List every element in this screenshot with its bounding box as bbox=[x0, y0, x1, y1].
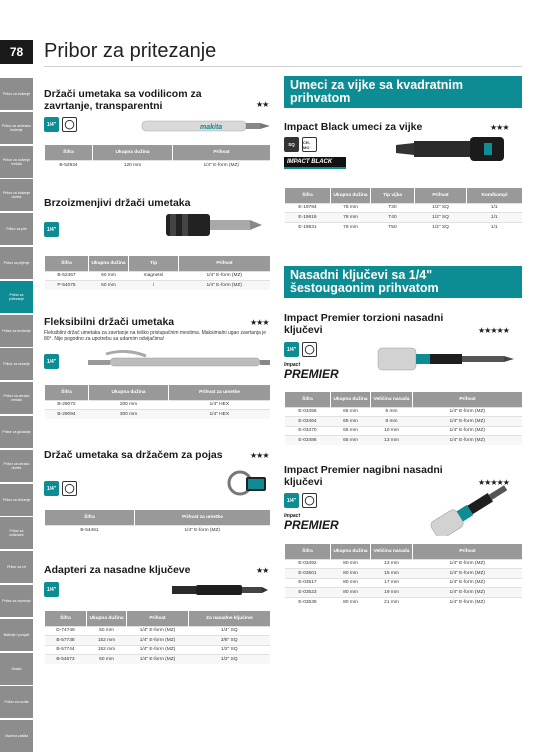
col-header: Prihvat bbox=[413, 544, 523, 559]
section-title: Držač umetaka sa držačem za pojas bbox=[44, 449, 223, 461]
col-header: Ukupna dužina bbox=[331, 188, 371, 203]
cell: 1/2" SQ bbox=[189, 645, 271, 655]
cell: / bbox=[129, 281, 179, 291]
table-row bbox=[285, 588, 523, 598]
table-row bbox=[285, 597, 523, 607]
cell: 8 mm bbox=[371, 417, 413, 427]
rating-stars: ★★★ bbox=[250, 451, 269, 460]
table-row bbox=[285, 578, 523, 588]
cell: 1/4" E-form (MZ) bbox=[179, 281, 271, 291]
cell: P-54075 bbox=[45, 281, 89, 291]
title-divider bbox=[44, 66, 522, 67]
col-header: Prihvat bbox=[415, 188, 467, 203]
section-sidebar bbox=[0, 78, 33, 754]
cell: B-29094 bbox=[45, 410, 89, 420]
torsion-socket-image bbox=[370, 342, 522, 378]
cell: 80 mm bbox=[331, 569, 371, 579]
cell: 1/2" SQ bbox=[415, 222, 467, 232]
col-header: Šifra bbox=[45, 256, 89, 271]
cell: 78 mm bbox=[331, 203, 371, 213]
cell: 13 mm bbox=[371, 559, 413, 569]
cell: E-03486 bbox=[285, 436, 331, 446]
rating-stars: ★★★★★ bbox=[478, 478, 509, 487]
cell: 80 mm bbox=[331, 559, 371, 569]
col-header: Šifra bbox=[45, 510, 135, 525]
cell: 50 mm bbox=[87, 626, 127, 636]
hex-shank-icon: 1/4" bbox=[44, 354, 59, 369]
cell: 65 mm bbox=[331, 417, 371, 427]
product-table bbox=[44, 145, 270, 170]
col-header: Šifra bbox=[45, 611, 87, 626]
col-header: Prihvat bbox=[127, 611, 189, 626]
cell: 1/4" E-form (MZ) bbox=[127, 636, 189, 646]
col-header: Prihvat za umetke bbox=[169, 385, 271, 400]
cell: 80 mm bbox=[331, 588, 371, 598]
cell: 78 mm bbox=[331, 213, 371, 223]
cell: 1/4" E-form (MZ) bbox=[413, 597, 523, 607]
belt-clip-holder-image bbox=[226, 465, 270, 505]
cell: B-29072 bbox=[45, 400, 89, 410]
col-header: Šifra bbox=[45, 145, 93, 160]
hex-shank-icon: 1/4" bbox=[284, 342, 299, 357]
rating-stars: ★★★ bbox=[490, 123, 509, 132]
cell: T40 bbox=[371, 213, 415, 223]
sidebar-tab[interactable]: Pribor za bušenje drveta bbox=[0, 179, 33, 211]
quick-change-holder-image bbox=[150, 208, 270, 242]
tilting-socket-image bbox=[420, 484, 522, 536]
cell: 1/2" SQ bbox=[189, 655, 271, 665]
hex-shank-icon: 1/4" bbox=[44, 222, 59, 237]
square-drive-icon: SQ bbox=[284, 137, 299, 152]
flexible-holder-image bbox=[86, 350, 272, 374]
product-table bbox=[44, 385, 270, 419]
cell: magnetni bbox=[129, 271, 179, 281]
magnet-icon: ◯ bbox=[62, 481, 77, 496]
col-header: Ukupna dužina bbox=[331, 544, 371, 559]
cell: 19 mm bbox=[371, 588, 413, 598]
impact-premier-logo: PREMIER bbox=[284, 518, 339, 532]
col-header: Šifra bbox=[285, 392, 331, 407]
table-row bbox=[45, 645, 271, 655]
product-table bbox=[44, 510, 270, 535]
cell: T30 bbox=[371, 203, 415, 213]
cell: 80 mm bbox=[331, 578, 371, 588]
impact-black-logo: IMPACT BLACK bbox=[284, 157, 346, 169]
cell: E-19831 bbox=[285, 222, 331, 232]
page-number: 78 bbox=[0, 40, 33, 64]
product-table bbox=[44, 256, 270, 290]
col-header: Kom/kompl bbox=[467, 188, 523, 203]
sidebar-tab[interactable]: Pribor za obradu metala bbox=[0, 382, 33, 414]
brand-label: makita bbox=[200, 124, 223, 131]
cell: 1/4" E-form (MZ) bbox=[127, 645, 189, 655]
product-table bbox=[284, 544, 522, 607]
cell: 1/4" E-form (MZ) bbox=[413, 578, 523, 588]
cell: B-52934 bbox=[45, 160, 93, 170]
cell: 60 mm bbox=[87, 655, 127, 665]
cell: T50 bbox=[371, 222, 415, 232]
sidebar-tab[interactable]: Pribor za usisivače bbox=[0, 517, 33, 549]
cell: 17 mm bbox=[371, 578, 413, 588]
cell: 65 mm bbox=[331, 436, 371, 446]
hex-shank-icon: 1/4" bbox=[44, 582, 59, 597]
feature-icons bbox=[44, 222, 59, 237]
cell: E-03539 bbox=[285, 597, 331, 607]
cell: E-03523 bbox=[285, 588, 331, 598]
product-table bbox=[284, 392, 522, 445]
cell: 152 mm bbox=[87, 645, 127, 655]
cell: 3/8" SQ bbox=[189, 636, 271, 646]
cell: D-74749 bbox=[45, 626, 87, 636]
table-row bbox=[285, 436, 523, 446]
cell: 1/4" E-form (MZ) bbox=[413, 588, 523, 598]
cr-mo-icon: CR-MO bbox=[302, 137, 317, 152]
cell: E-03517 bbox=[285, 578, 331, 588]
feature-icons bbox=[44, 354, 59, 369]
table-row bbox=[45, 636, 271, 646]
bit-holder-image bbox=[140, 118, 272, 134]
sidebar-tab[interactable]: Pribor za vrt bbox=[0, 551, 33, 583]
col-header: Za nasadne ključeve bbox=[189, 611, 271, 626]
cell: 1/4" E-form (MZ) bbox=[413, 569, 523, 579]
magnet-icon: ◯ bbox=[62, 117, 77, 132]
cell: 6 mm bbox=[371, 407, 413, 417]
cell: E-03464 bbox=[285, 417, 331, 427]
sidebar-tab[interactable]: Ostalo bbox=[0, 653, 33, 685]
section-title: Brzoizmenjivi držači umetaka bbox=[44, 197, 191, 209]
col-header: Prihvat za umetke bbox=[135, 510, 271, 525]
cell: E-03470 bbox=[285, 426, 331, 436]
table-row bbox=[45, 655, 271, 665]
sidebar-tab[interactable]: Pribor za čišćenje bbox=[0, 484, 33, 516]
col-header: Prihvat bbox=[179, 256, 271, 271]
cell: 1/4" E-form (MZ) bbox=[135, 525, 271, 535]
table-row bbox=[45, 626, 271, 636]
sidebar-tab[interactable]: Pribor za vozila bbox=[0, 686, 33, 718]
table-row bbox=[285, 203, 523, 213]
cell: E-19819 bbox=[285, 213, 331, 223]
cell: 1/4" E-form (MZ) bbox=[179, 271, 271, 281]
cell: 13 mm bbox=[371, 436, 413, 446]
cell: 1/4" E-form (MZ) bbox=[173, 160, 271, 170]
cell: 78 mm bbox=[331, 222, 371, 232]
sidebar-tab[interactable]: Pribor za mjerenje bbox=[0, 585, 33, 617]
cell: 1/4" E-form (MZ) bbox=[413, 407, 523, 417]
col-header: Šifra bbox=[285, 188, 331, 203]
impact-premier-logo-small: Impact bbox=[284, 362, 301, 368]
cell: E-03458 bbox=[285, 407, 331, 417]
section-banner: Umeci za vijke sa kvadratnim prihvatom bbox=[284, 76, 522, 108]
cell: 1/2" SQ bbox=[415, 213, 467, 223]
sidebar-tab[interactable]: Osobna zaštita bbox=[0, 720, 33, 752]
table-row bbox=[45, 400, 271, 410]
table-row bbox=[45, 410, 271, 420]
col-header: Ukupna dužina bbox=[89, 385, 169, 400]
cell: 15 mm bbox=[371, 569, 413, 579]
col-header: Ukupna dužina bbox=[89, 256, 129, 271]
cell: 200 mm bbox=[89, 400, 169, 410]
table-row bbox=[285, 222, 523, 232]
cell: 1/1 bbox=[467, 213, 523, 223]
cell: 1/2" SQ bbox=[415, 203, 467, 213]
table-row bbox=[285, 426, 523, 436]
cell: B-57744 bbox=[45, 645, 87, 655]
cell: E-19794 bbox=[285, 203, 331, 213]
cell: 1/4" SQ bbox=[189, 626, 271, 636]
feature-icons bbox=[284, 493, 317, 508]
cell: 120 mm bbox=[93, 160, 173, 170]
section-title: Fleksibilni držači umetaka bbox=[44, 316, 175, 328]
section-title: Impact Premier torzioni nasadni ključevi bbox=[284, 312, 444, 336]
sidebar-tab[interactable]: Pribor za rezanje bbox=[0, 348, 33, 380]
cell: B-57738 bbox=[45, 636, 87, 646]
col-header: Šifra bbox=[45, 385, 89, 400]
hex-shank-icon: 1/4" bbox=[44, 117, 59, 132]
sidebar-tab[interactable]: Pribor za brušenje bbox=[0, 315, 33, 347]
col-header: Prihvat bbox=[173, 145, 271, 160]
col-header: Tip bbox=[129, 256, 179, 271]
section-title: Impact Premier nagibni nasadni ključevi bbox=[284, 464, 443, 488]
table-row bbox=[45, 160, 271, 170]
section-banner: Nasadni ključevi sa 1/4" šestougaonim prihvatom bbox=[284, 266, 522, 298]
cell: 1/4" E-form (MZ) bbox=[413, 559, 523, 569]
sidebar-tab[interactable]: Pribor za pile bbox=[0, 213, 33, 245]
sidebar-tab[interactable]: Pribor za bušenje bbox=[0, 78, 33, 110]
sidebar-tab[interactable]: Baterije i punjači bbox=[0, 619, 33, 651]
col-header: Ukupna dužina bbox=[93, 145, 173, 160]
sidebar-tab[interactable]: Pribor za piljenje bbox=[0, 247, 33, 279]
table-row bbox=[45, 271, 271, 281]
sidebar-tab-active[interactable]: Pribor za pritezanje bbox=[0, 281, 33, 313]
col-header: Šifra bbox=[285, 544, 331, 559]
cell: 300 mm bbox=[89, 410, 169, 420]
cell: 60 mm bbox=[89, 271, 129, 281]
cell: 1/4" E-form (MZ) bbox=[413, 417, 523, 427]
table-row bbox=[285, 559, 523, 569]
cell: 1/1 bbox=[467, 222, 523, 232]
rating-stars: ★★ bbox=[256, 566, 269, 575]
feature-icons bbox=[284, 137, 317, 152]
col-header: Veličina nasada bbox=[371, 544, 413, 559]
cell: 1/4" E-form (MZ) bbox=[127, 626, 189, 636]
section-title: Adapteri za nasadne ključeve bbox=[44, 564, 191, 576]
magnet-icon: ◯ bbox=[302, 493, 317, 508]
feature-icons bbox=[44, 481, 77, 496]
sidebar-tab[interactable]: Pribor za dubinsko bušenje bbox=[0, 112, 33, 144]
table-row bbox=[285, 569, 523, 579]
col-header: Prihvat bbox=[413, 392, 523, 407]
cell: B-54673 bbox=[45, 655, 87, 665]
cell: B-52467 bbox=[45, 271, 89, 281]
cell: 80 mm bbox=[331, 597, 371, 607]
table-row bbox=[285, 213, 523, 223]
cell: E-03501 bbox=[285, 569, 331, 579]
page-title: Pribor za pritezanje bbox=[44, 40, 217, 62]
cell: 1/4" HEX bbox=[169, 410, 271, 420]
cell: 1/1 bbox=[467, 203, 523, 213]
sidebar-tab[interactable]: Pribor za bušenje metala bbox=[0, 146, 33, 178]
product-table bbox=[44, 611, 270, 664]
socket-adapter-image bbox=[168, 578, 272, 602]
cell: 10 mm bbox=[371, 426, 413, 436]
col-header: Tip vijka bbox=[371, 188, 415, 203]
rating-stars: ★★★★★ bbox=[478, 326, 509, 335]
sidebar-tab[interactable]: Pribor za glodanje bbox=[0, 416, 33, 448]
rating-stars: ★★ bbox=[256, 100, 269, 109]
col-header: Ukupna dužina bbox=[87, 611, 127, 626]
cell: B-54461 bbox=[45, 525, 135, 535]
magnet-icon: ◯ bbox=[302, 342, 317, 357]
hex-shank-icon: 1/4" bbox=[284, 493, 299, 508]
feature-icons bbox=[44, 117, 77, 132]
feature-icons bbox=[284, 342, 317, 357]
section-title: Impact Black umeci za vijke bbox=[284, 121, 423, 133]
feature-icons bbox=[44, 582, 59, 597]
cell: E-03492 bbox=[285, 559, 331, 569]
cell: 65 mm bbox=[331, 407, 371, 417]
table-row bbox=[285, 417, 523, 427]
impact-black-bit-image bbox=[392, 131, 522, 167]
sidebar-tab[interactable]: Pribor za obradu drveta bbox=[0, 450, 33, 482]
product-table bbox=[284, 188, 522, 232]
cell: 60 mm bbox=[89, 281, 129, 291]
impact-premier-logo: PREMIER bbox=[284, 367, 339, 381]
cell: 1/4" E-form (MZ) bbox=[413, 426, 523, 436]
table-row bbox=[285, 407, 523, 417]
col-header: Ukupna dužina bbox=[331, 392, 371, 407]
cell: 65 mm bbox=[331, 426, 371, 436]
impact-premier-logo-small: Impact bbox=[284, 513, 301, 519]
cell: 1/4" E-form (MZ) bbox=[413, 436, 523, 446]
section-description: Fleksibilni držač umetaka za zavrtanje na teško pristupačnim mestima. Maksimalni ugao zavrtanja je 80°. Nije pogodno za upotrebu sa udarnim odvijačima! bbox=[44, 330, 267, 342]
col-header: Veličina nasada bbox=[371, 392, 413, 407]
hex-shank-icon: 1/4" bbox=[44, 481, 59, 496]
cell: 152 mm bbox=[87, 636, 127, 646]
table-row bbox=[45, 281, 271, 291]
cell: 21 mm bbox=[371, 597, 413, 607]
cell: 1/4" HEX bbox=[169, 400, 271, 410]
rating-stars: ★★★ bbox=[250, 318, 269, 327]
section-title: Držači umetaka sa vodilicom za zavrtanje, transparentni bbox=[44, 88, 202, 112]
table-row bbox=[45, 525, 271, 535]
cell: 1/4" E-form (MZ) bbox=[127, 655, 189, 665]
